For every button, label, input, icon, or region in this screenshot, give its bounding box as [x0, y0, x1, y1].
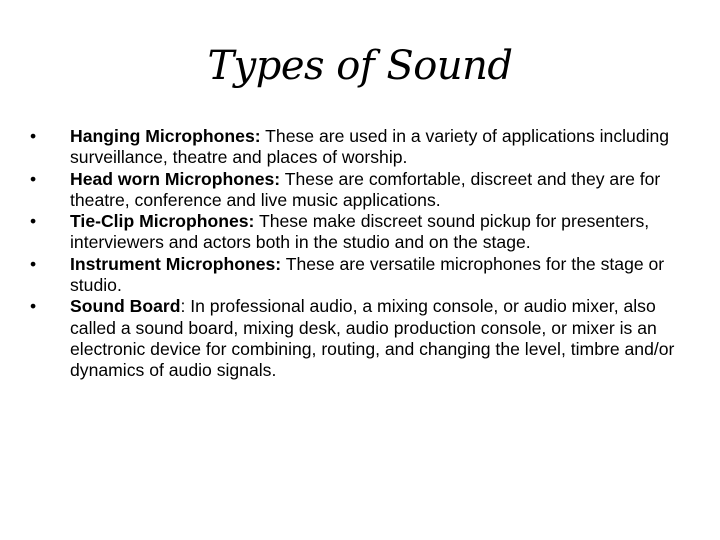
bullet-item-instrument-microphones	[30, 254, 690, 297]
bullet-term: Instrument Microphones:	[70, 253, 282, 274]
bullet-item-tie-clip-microphones	[30, 211, 690, 254]
bullet-icon: •	[30, 126, 37, 146]
bullet-text: These are versatile microphones for the stage or studio.	[70, 253, 665, 296]
bullet-item-sound-board	[30, 296, 690, 381]
bullet-icon: •	[30, 296, 37, 317]
bullet-term: Tie-Clip Microphones:	[70, 211, 255, 232]
bullet-text: : In professional audio, a mixing console, or audio mixer, also called a sound board, mixing desk, audio production console, or mixer is an electronic device for combining, routing, and changing the level, timbre and/or dynamics of audio signals.	[70, 296, 675, 381]
slide-title: Types of Sound	[207, 43, 513, 89]
bullet-icon: •	[30, 168, 37, 189]
bullet-term: Sound Board	[70, 296, 181, 317]
bullet-text: These are used in a variety of applications including surveillance, theatre and places of worship.	[70, 126, 670, 168]
bullet-item-hanging-microphones	[30, 126, 690, 169]
bullet-text: These are comfortable, discreet and they are for theatre, conference and live music applications.	[70, 168, 661, 210]
bullet-term: Head worn Microphones:	[70, 168, 281, 189]
bullet-text: These make discreet sound pickup for presenters, interviewers and actors both in the studio and on the stage.	[70, 211, 650, 253]
bullet-item-head-worn-microphones	[30, 169, 690, 212]
bullet-list	[30, 126, 690, 382]
bullet-term: Hanging Microphones:	[70, 126, 261, 146]
bullet-icon: •	[30, 211, 37, 232]
bullet-icon: •	[30, 253, 37, 274]
